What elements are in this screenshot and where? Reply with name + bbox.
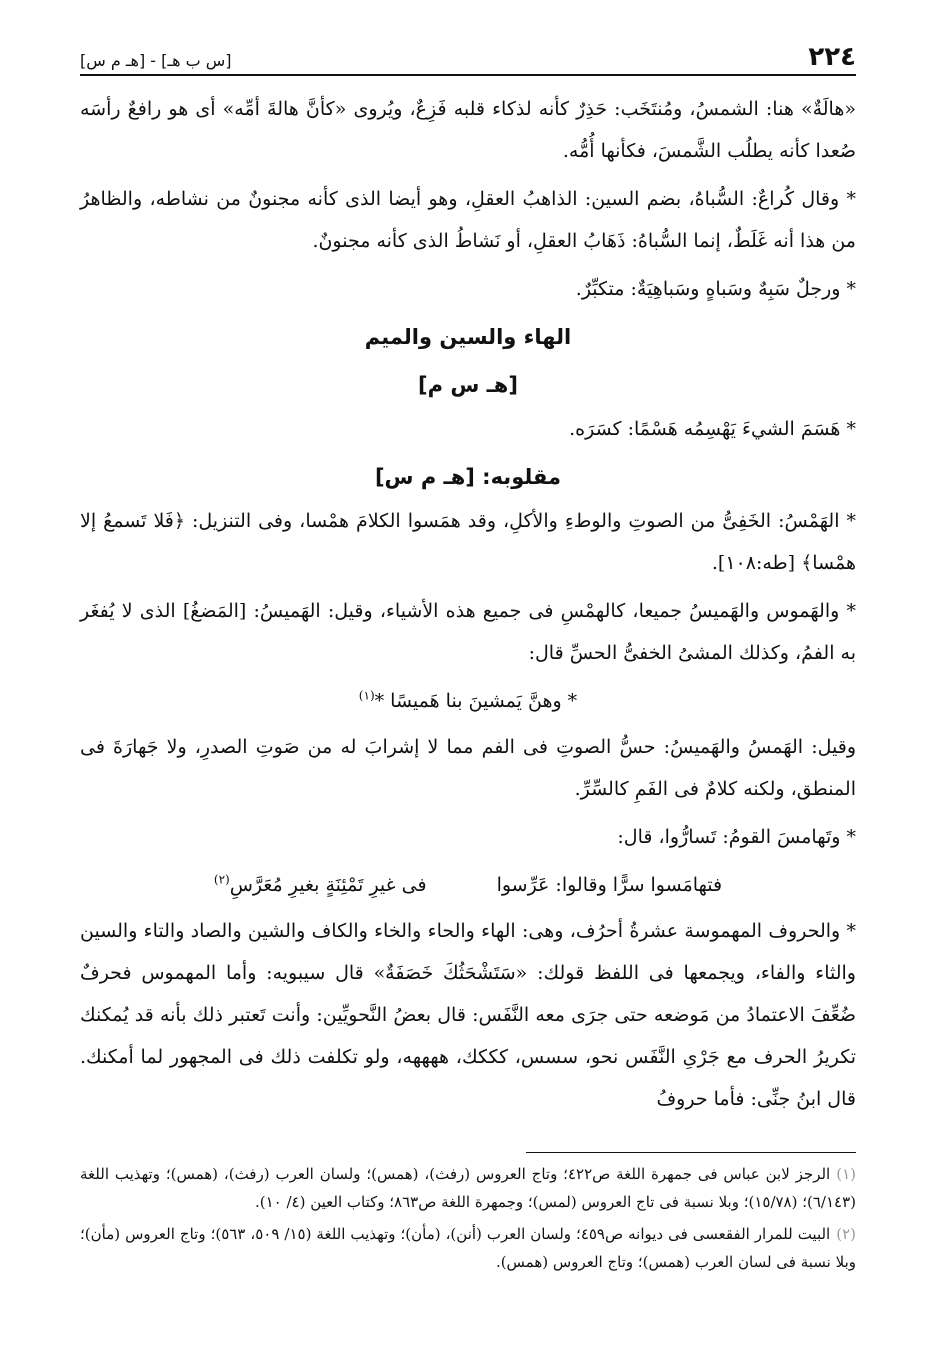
- footnote-number: (٢): [836, 1225, 856, 1243]
- running-head: [س ب هـ] - [هـ م س]: [80, 51, 232, 70]
- paragraph: «هالَةٌ» هنا: الشمسُ، ومُنتَخَب: حَذِرٌ كأنه لذكاء قلبه فَزِعٌ، ويُروى «كأنَّ هالةَ أمِّه» أى هو رافعٌ رأسَه صُعدا كأنه يطلُب الشَّمسَ، فكأنها أُمُّه.: [80, 98, 856, 162]
- paragraph: * وقال كُراعٌ: السُّباهُ، بضم السين: الذاهبُ العقلِ، وهو أيضا الذى كأنه مجنونٌ من نشاطه، والظاهرُ من هذا أنه غَلَطٌ، إنما السُّباهُ: ذَهَابُ العقلِ، أو نَشاطُ الذى كأنه مجنونٌ.: [80, 188, 856, 252]
- footnote-ref: (٢): [213, 872, 230, 887]
- paragraph: * هَسَمَ الشيءَ يَهْسِمُه هَسْمًا: كسَرَه.: [569, 418, 856, 440]
- footnote-text: البيت للمرار الفقعسى فى ديوانه ص٤٥٩؛ ولسان العرب (أنن)، (مأن)؛ وتهذيب اللغة (١٥/ ٥٠٩، ٥٦٣)؛ وتاج العروس (مأن)؛ وبلا نسبة فى لسان العرب (همس)؛ وتاج العروس (همس).: [80, 1225, 856, 1271]
- verse-text: فى غيرِ تَمْئِنَةٍ بغيرِ مُعَرَّسِ: [229, 874, 427, 896]
- footnote-text: الرجز لابن عباس فى جمهرة اللغة ص٤٢٢؛ وتاج العروس (رفث)، (همس)؛ ولسان العرب (رفث)، (همس)؛ وتهذيب اللغة (٦/١٤٣)؛ (١٥/٧٨)؛ وبلا نسبة فى تاج العروس (لمس)؛ وجمهرة اللغة ص٨٦٣؛ وكتاب العين (٤/ ١٠).: [80, 1165, 856, 1211]
- verse-text: * وهنَّ يَمشينَ بنا هَميسًا *: [374, 690, 578, 712]
- paragraph: * ورجلٌ سَبِهٌ وسَباهٍ وسَباهِيَةٌ: متكبِّرٌ.: [575, 278, 856, 300]
- verse-couplet: [80, 864, 856, 906]
- paragraph: * والهَموس والهَميسُ جميعا، كالهمْسِ فى جميع هذه الأشياء، وقيل: الهَميسُ: [المَضغُ] الذى لا يُفغَر به الفمُ، وكذلك المشىُ الخفىُّ الحسِّ قال:: [80, 600, 856, 664]
- subsection-title: مقلوبه: [هـ م س]: [374, 465, 562, 489]
- root-heading: [هـ س م]: [418, 373, 518, 397]
- verse-line: [80, 680, 856, 722]
- main-text: [80, 88, 856, 1126]
- paragraph: * والحروف المهموسة عشرةُ أحرُف، وهى: الهاء والحاء والخاء والكاف والشين والصاد والتاء والسين والثاء والفاء، ويجمعها فى اللفظ قولك: «سَتَشْحَثُكَ خَصَفَةٌ» قال سيبويه: وأما المهموس فحرفٌ ضُعِّفَ الاعتمادُ من مَوضعه حتى جرَى معه النَّفَس: قال بعضُ النَّحويِّين: وأنت تَعتبر ذلك بأنه قد يُمكنك تكريرُ الحرف مع جَرْىِ النَّفَس نحو، سسس، كككك، ههههه، ولو تكلفت ذلك فى المجهور لما أمكنك. قال ابنُ جنِّى: فأما حروفُ: [80, 920, 856, 1110]
- paragraph: وقيل: الهَمسُ والهَميسُ: حسُّ الصوتِ فى الفم مما لا إشرابَ له من صَوتِ الصدرِ، ولا جَهارَةَ فى المنطق، ولكنه كلامٌ فى الفَمِ كالسِّرِّ.: [80, 736, 856, 800]
- footnotes: [80, 1160, 856, 1280]
- footnote-number: (١): [836, 1165, 856, 1183]
- footnote: [80, 1160, 856, 1216]
- page-header: [80, 40, 856, 76]
- paragraph: * وتَهامسَ القومُ: تَسارُّوا، قال:: [617, 826, 856, 848]
- page-number: ٢٢٤: [808, 42, 856, 72]
- verse-hemistich-second: [214, 864, 427, 906]
- footnote: [80, 1220, 856, 1276]
- paragraph: * الهَمْسُ: الخَفِىُّ من الصوتِ والوطءِ والأكلِ، وقد همَسوا الكلامَ همْسا، وفى التنزيل: ﴿فَلا تَسمعُ إلا همْسا﴾ [طه:١٠٨].: [80, 510, 856, 574]
- footnote-divider: [526, 1152, 856, 1153]
- footnote-ref: (١): [358, 688, 375, 703]
- section-title: الهاء والسين والميم: [364, 325, 572, 349]
- verse-hemistich-first: فتهامَسوا سرًّا وقالوا: عَرِّسوا: [496, 874, 723, 896]
